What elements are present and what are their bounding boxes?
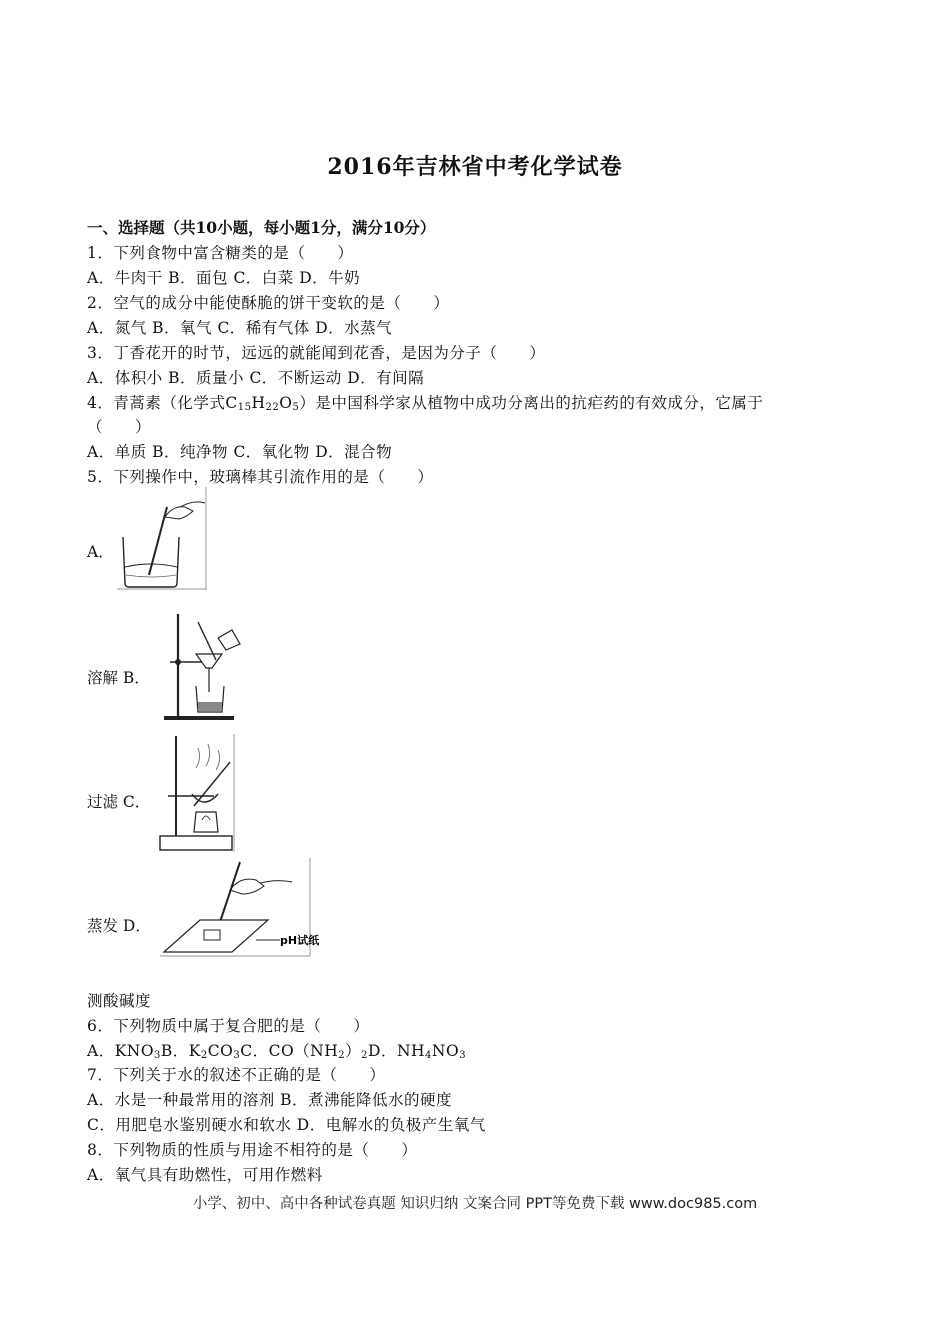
beaker-stirring-figure <box>117 487 209 591</box>
ph-paper-label: pH试纸 <box>280 934 320 947</box>
option-d-tail: 测酸碱度 <box>87 992 152 1010</box>
question-7-options-cd: C．用肥皂水鉴别硬水和软水 D．电解水的负极产生氧气 <box>87 1116 486 1134</box>
question-4: 4．青蒿素（化学式$C_{15}H_{22}O_5$）是中国科学家从植物中成功分离出的抗疟药的有效成分，它属于 <box>87 394 764 413</box>
option-a-label: A． <box>87 543 114 561</box>
question-6-options: A．$KNO_3B$．$K_2CO_3C$．$CO(NH_2)_2D$．$NH_4NO_3$ <box>87 1042 467 1061</box>
question-8-option-a: A．氧气具有助燃性，可用作燃料 <box>87 1166 323 1184</box>
filtration-figure <box>160 612 242 722</box>
question-3-options: A．体积小 B．质量小 C．不断运动 D．有间隔 <box>87 369 425 387</box>
question-7: 7．下列关于水的叙述不正确的是（ ） <box>87 1066 386 1084</box>
question-8: 8．下列物质的性质与用途不相符的是（ ） <box>87 1141 418 1159</box>
footer-ad: 小学、初中、高中各种试卷真题 知识归纳 文案合同 PPT等免费下载 www.doc985.com <box>192 1196 758 1212</box>
page-title: 2016年吉林省中考化学试卷 <box>327 154 623 180</box>
question-5: 5．下列操作中，玻璃棒其引流作用的是（ ） <box>87 468 434 486</box>
question-7-options-ab: A．水是一种最常用的溶剂 B．煮沸能降低水的硬度 <box>87 1091 453 1109</box>
question-3: 3．丁香花开的时节，远远的就能闻到花香，是因为分子（ ） <box>87 344 546 362</box>
question-4-paren: （ ） <box>87 418 152 436</box>
question-6: 6．下列物质中属于复合肥的是（ ） <box>87 1017 370 1035</box>
question-4-options: A．单质 B．纯净物 C．氧化物 D．混合物 <box>87 443 393 461</box>
question-2-options: A．氮气 B．氧气 C．稀有气体 D．水蒸气 <box>87 319 393 337</box>
section-heading: 一、选择题（共10小题，每小题1分，满分10分） <box>87 218 436 237</box>
option-b-label: 溶解 B． <box>87 669 150 687</box>
option-c-label: 过滤 C． <box>87 793 151 811</box>
ph-test-figure <box>160 858 320 958</box>
question-1-options: A．牛肉干 B．面包 C．白菜 D．牛奶 <box>87 269 361 287</box>
option-d-label: 蒸发 D． <box>87 917 151 935</box>
question-2: 2．空气的成分中能使酥脆的饼干变软的是（ ） <box>87 294 450 312</box>
evaporation-figure <box>158 734 238 854</box>
question-1: 1．下列食物中富含糖类的是（ ） <box>87 244 354 262</box>
